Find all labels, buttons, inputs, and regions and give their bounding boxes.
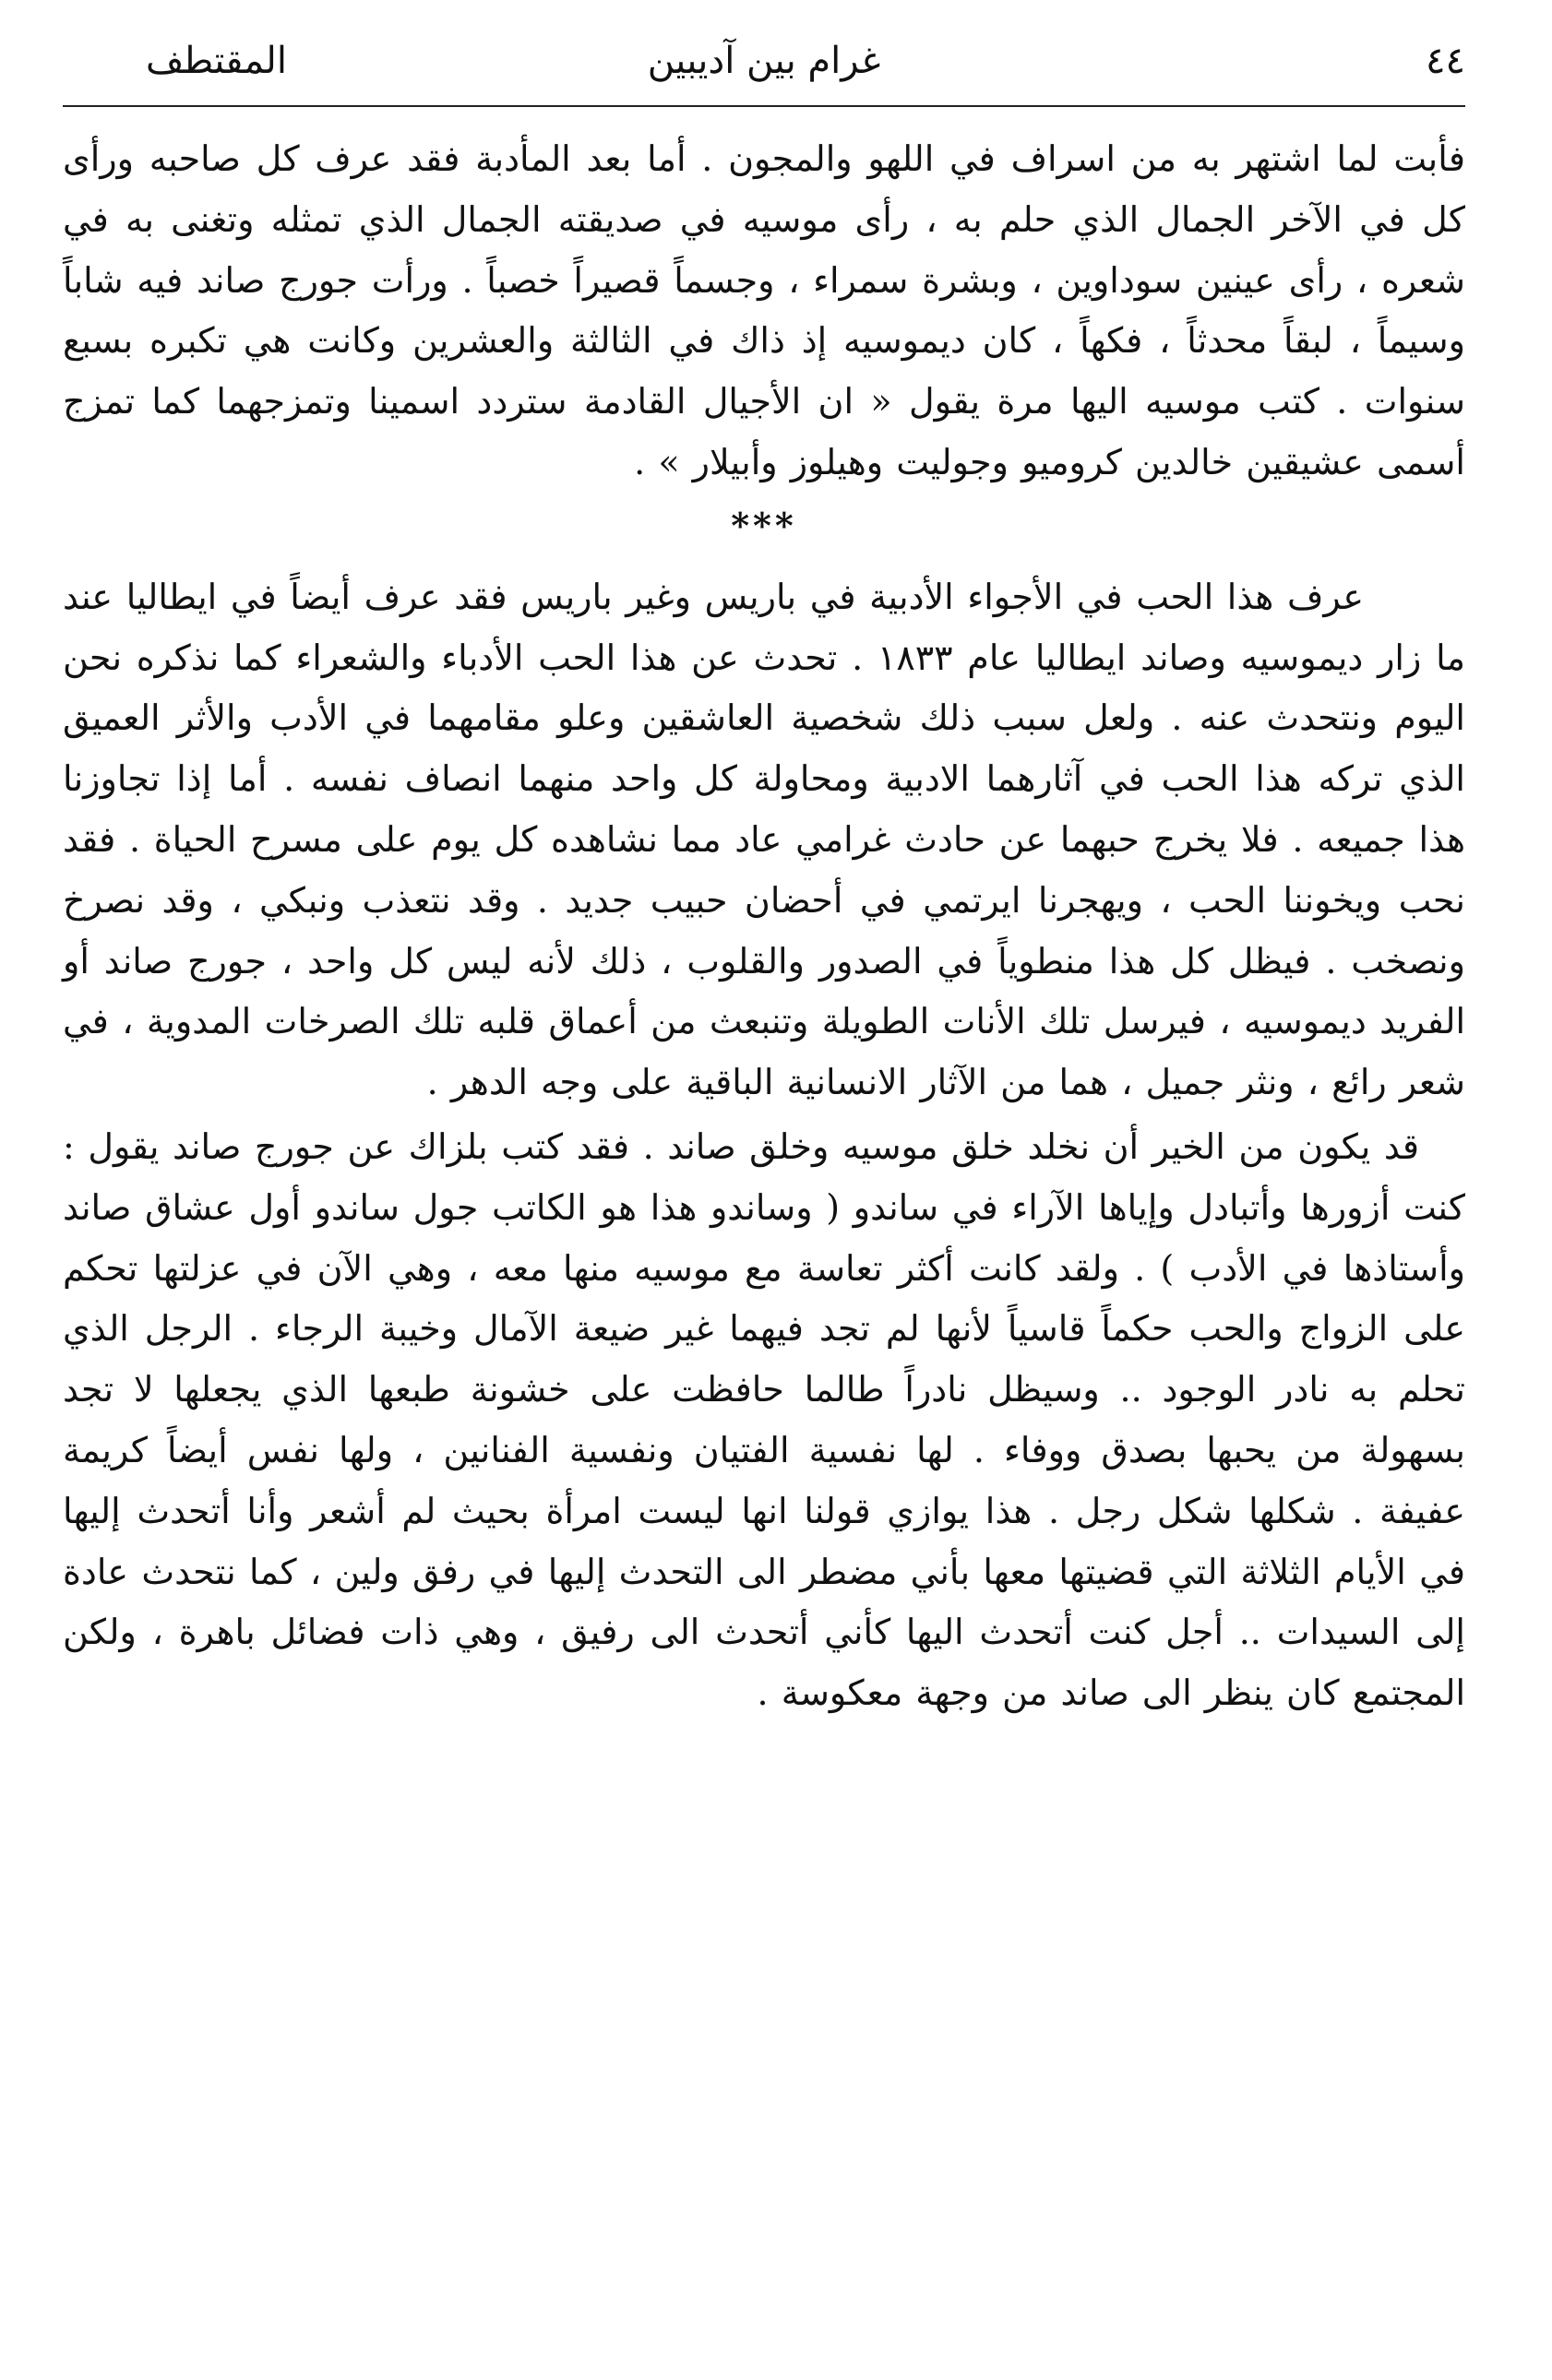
- paragraph-2: عرف هذا الحب في الأجواء الأدبية في باريس وغير باريس فقد عرف أيضاً في ايطاليا عند ما زار ديموسيه وصاند ايطاليا عام ١٨٣٣ . تحدث عن هذا الحب الأدباء والشعراء كما نذكره نحن اليوم ونتحدث عنه . ولعل سبب ذلك شخصية العاشقين وعلو مقامهما في الأدب والأثر العميق الذي تركه هذا الحب في آثارهما الادبية ومحاولة كل واحد منهما انصاف نفسه . أما إذا تجاوزنا هذا جميعه . فلا يخرج حبهما عن حادث غرامي عاد مما نشاهده كل يوم على مسرح الحياة . فقد نحب ويخوننا الحب ، ويهجرنا ايرتمي في أحضان حبيب جديد . وقد نتعذب ونبكي ، وقد نصرخ ونصخب . فيظل كل هذا منطوياً في الصدور والقلوب ، ذلك لأنه ليس كل واحد ، جورج صاند أو الفريد ديموسيه ، فيرسل تلك الأنات الطويلة وتنبعث من أعماق قلبه تلك الصرخات المدوية ، في شعر رائع ، ونثر جميل ، هما من الآثار الانسانية الباقية على وجه الدهر .: [63, 576, 1466, 1103]
- journal-name: المقتطف: [146, 40, 287, 82]
- paragraph-1: فأبت لما اشتهر به من اسراف في اللهو والمجون . أما بعد المأدبة فقد عرف كل صاحبه ورأى كل في الآخر الجمال الذي حلم به ، رأى موسيه في صديقته الجمال الذي تمثله وتغنى به في شعره ، رأى عينين سوداوين ، وبشرة سمراء ، وجسماً قصيراً خصباً . ورأت جورج صاند فيه شاباً وسيماً ، لبقاً محدثاً ، فكهاً ، كان ديموسيه إذ ذاك في الثالثة والعشرين وكانت هي تكبره بسبع سنوات . كتب موسيه اليها مرة يقول « ان الأجيال القادمة ستردد اسمينا وتمزجهما كما تمزج أسمى عشيقين خالدين كروميو وجوليت وهيلوز وأبيلار » .: [63, 138, 1465, 482]
- page-number: ٤٤: [1426, 40, 1465, 82]
- section-separator: ***: [731, 504, 797, 546]
- running-title: غرام بين آديبين: [647, 40, 881, 82]
- paragraph-3: قد يكون من الخير أن نخلد خلق موسيه وخلق صاند . فقد كتب بلزاك عن جورج صاند يقول : كنت أزورها وأتبادل وإياها الآراء في ساندو ( وساندو هذا هو الكاتب جول ساندو أول عشاق صاند وأستاذها في الأدب ) . ولقد كانت أكثر تعاسة مع موسيه منها معه ، وهي الآن في عزلتها تحكم على الزواج والحب حكماً قاسياً لأنها لم تجد فيهما غير ضيعة الآمال وخيبة الرجاء . الرجل الذي تحلم به نادر الوجود .. وسيظل نادراً طالما حافظت على خشونة طبعها الذي يجعلها لا تجد بسهولة من يحبها بصدق ووفاء . لها نفسية الفتيان ونفسية الفنانين ، ولها نفس أيضاً كريمة عفيفة . شكلها شكل رجل . هذا يوازي قولنا انها ليست امرأة بحيث لم أشعر وأنا أتحدث إليها في الأيام الثلاثة التي قضيتها معها بأني مضطر الى التحدث إليها في رفق ولين ، كما نتحدث عادة إلى السيدات .. أجل كنت أتحدث اليها كأني أتحدث الى رفيق ، وهي ذات فضائل باهرة ، ولكن المجتمع كان ينظر الى صاند من وجهة معكوسة .: [63, 1125, 1465, 1714]
- page-header: [63, 28, 1465, 94]
- header-divider: [63, 105, 1465, 107]
- book-page: [63, 28, 1465, 2343]
